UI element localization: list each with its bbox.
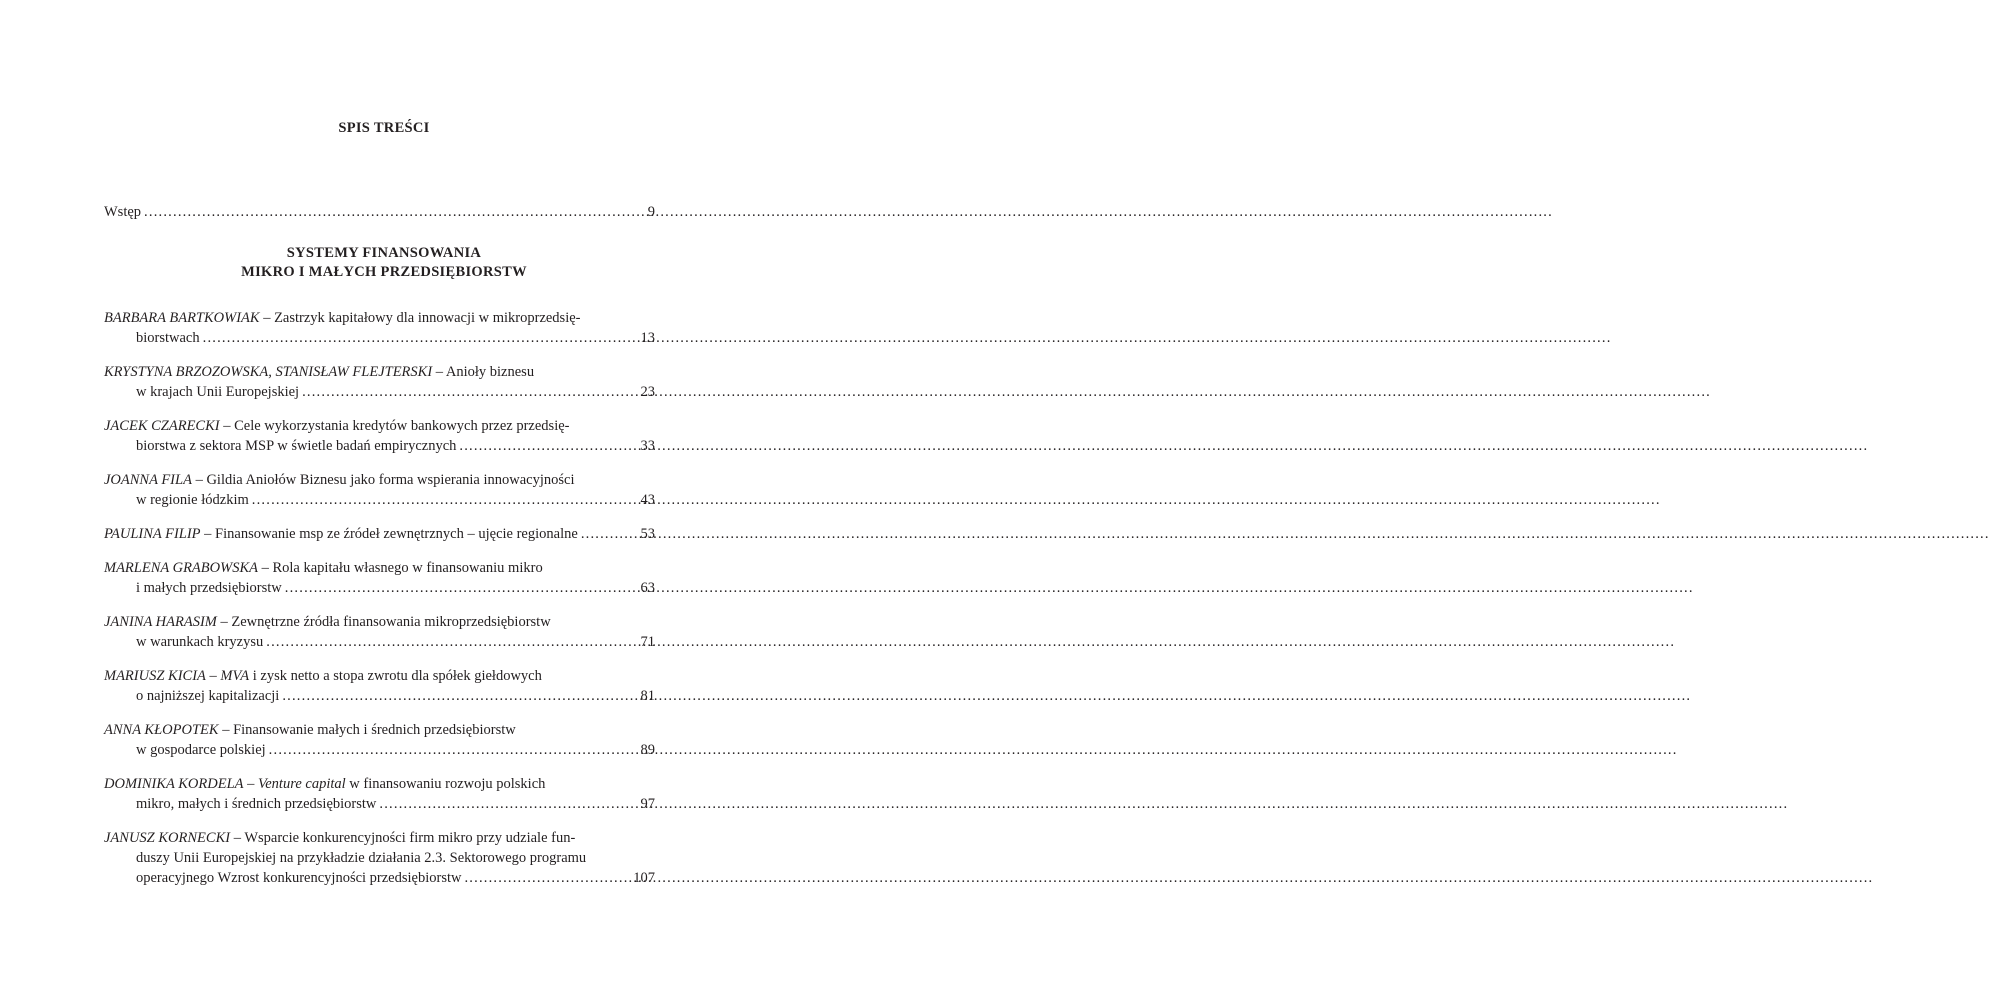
intro-label: Wstęp (104, 204, 142, 220)
page-number: 9 (647, 204, 655, 220)
page-number: 63 (640, 580, 655, 596)
leader-dots (302, 382, 637, 402)
entry-title: – Gildia Aniołów Biznesu jako forma wspierania innowacyjności (191, 472, 575, 488)
leader-dots (252, 490, 638, 510)
toc-entry: JACEK CZARECKI – Cele wykorzystania kredytów bankowych przez przedsię- biorstwa z sektora MSP w świetle badań empirycznych ..... 33 (104, 416, 655, 456)
leader-dots (144, 202, 645, 222)
author-name: JACEK CZARECKI (104, 418, 220, 434)
author-name: JANINA HARASIM (104, 614, 217, 630)
entry-title-italic: MVA (220, 668, 250, 684)
toc-entry: JANINA HARASIM – Zewnętrzne źródła finansowania mikroprzedsiębiorstw w warunkach kryzysu ..... 71 (104, 612, 655, 652)
entry-title: – Wsparcie konkurencyjności firm mikro przy udziale fun- (230, 830, 576, 846)
leader-dots (282, 686, 637, 706)
author-name: BARBARA BARTKOWIAK (104, 310, 260, 326)
leader-dots (459, 436, 637, 456)
toc-entry (104, 524, 655, 544)
toc-entry: JOANNA FILA – Gildia Aniołów Biznesu jako forma wspierania innowacyjności w regionie łódzkim ..... 43 (104, 470, 655, 510)
page-number: 13 (640, 330, 655, 346)
toc-entry: JANUSZ KORNECKI – Wsparcie konkurencyjności firm mikro przy udziale fun- duszy Unii Europejskiej na przykładzie działania 2.3. Sektorowego programu operacyjnego Wzrost konkurencyjności przedsiębiorstw ..... 107 (104, 828, 655, 888)
entry-title: – Finansowanie msp ze źródeł zewnętrznych – ujęcie regionalne (200, 526, 578, 542)
leader-dots (285, 578, 638, 598)
toc-entry: KRYSTYNA BRZOZOWSKA, STANISŁAW FLEJTERSKI – Anioły biznesu w krajach Unii Europejskiej ..... 23 (104, 362, 655, 402)
page-number: 53 (640, 526, 655, 542)
author-name: KRYSTYNA BRZOZOWSKA, STANISŁAW FLEJTERSKI (104, 364, 433, 380)
page-number: 97 (640, 796, 655, 812)
page-number: 89 (640, 742, 655, 758)
toc-list (104, 308, 655, 902)
page-number: 23 (640, 384, 655, 400)
entry-title: w finansowaniu rozwoju polskich (345, 776, 546, 792)
leader-dots (581, 524, 638, 544)
leader-dots (379, 794, 637, 814)
author-name: PAULINA FILIP (104, 526, 201, 542)
entry-title: – Zastrzyk kapitałowy dla innowacji w mikroprzedsię- (259, 310, 581, 326)
page-number: 43 (640, 492, 655, 508)
entry-title: – Zewnętrzne źródła finansowania mikroprzedsiębiorstw (216, 614, 551, 630)
author-name: JANUSZ KORNECKI (104, 830, 231, 846)
entry-title: – Finansowanie małych i średnich przedsiębiorstw (218, 722, 516, 738)
leader-dots (266, 632, 637, 652)
toc-entry: BARBARA BARTKOWIAK – Zastrzyk kapitałowy dla innowacji w mikroprzedsię- biorstwach ..... 13 (104, 308, 655, 348)
author-name: DOMINIKA KORDELA (104, 776, 244, 792)
author-name: JOANNA FILA (104, 472, 192, 488)
leader-dots (464, 868, 630, 888)
author-name: MARIUSZ KICIA (104, 668, 206, 684)
page-number: 81 (640, 688, 655, 704)
page-number: 33 (640, 438, 655, 454)
toc-entry: ANNA KŁOPOTEK – Finansowanie małych i średnich przedsiębiorstw w gospodarce polskiej ..... 89 (104, 720, 655, 760)
toc-page (0, 0, 768, 994)
page-title: SPIS TREŚCI (338, 120, 430, 136)
toc-entry: MARLENA GRABOWSKA – Rola kapitału własnego w finansowaniu mikro i małych przedsiębiorstw ..... 63 (104, 558, 655, 598)
entry-title: i zysk netto a stopa zwrotu dla spółek giełdowych (249, 668, 542, 684)
page-number: 107 (633, 870, 655, 886)
toc-entry: DOMINIKA KORDELA – Venture capital w finansowaniu rozwoju polskich mikro, małych i średnich przedsiębiorstw ..... 97 (104, 774, 655, 814)
toc-entry-intro (104, 202, 655, 222)
entry-title: – Rola kapitału własnego w finansowaniu mikro (257, 560, 543, 576)
author-name: MARLENA GRABOWSKA (104, 560, 258, 576)
page-number: 71 (640, 634, 655, 650)
author-name: ANNA KŁOPOTEK (104, 722, 219, 738)
toc-entry: MARIUSZ KICIA – MVA i zysk netto a stopa zwrotu dla spółek giełdowych o najniższej kapitalizacji ..... 81 (104, 666, 655, 706)
entry-title-italic: Venture capital (258, 776, 346, 792)
leader-dots (269, 740, 638, 760)
section-heading: SYSTEMY FINANSOWANIA MIKRO I MAŁYCH PRZEDSIĘBIORSTW (241, 245, 527, 280)
entry-title: – Anioły biznesu (432, 364, 535, 380)
leader-dots (203, 328, 638, 348)
entry-title: – Cele wykorzystania kredytów bankowych przez przedsię- (219, 418, 570, 434)
